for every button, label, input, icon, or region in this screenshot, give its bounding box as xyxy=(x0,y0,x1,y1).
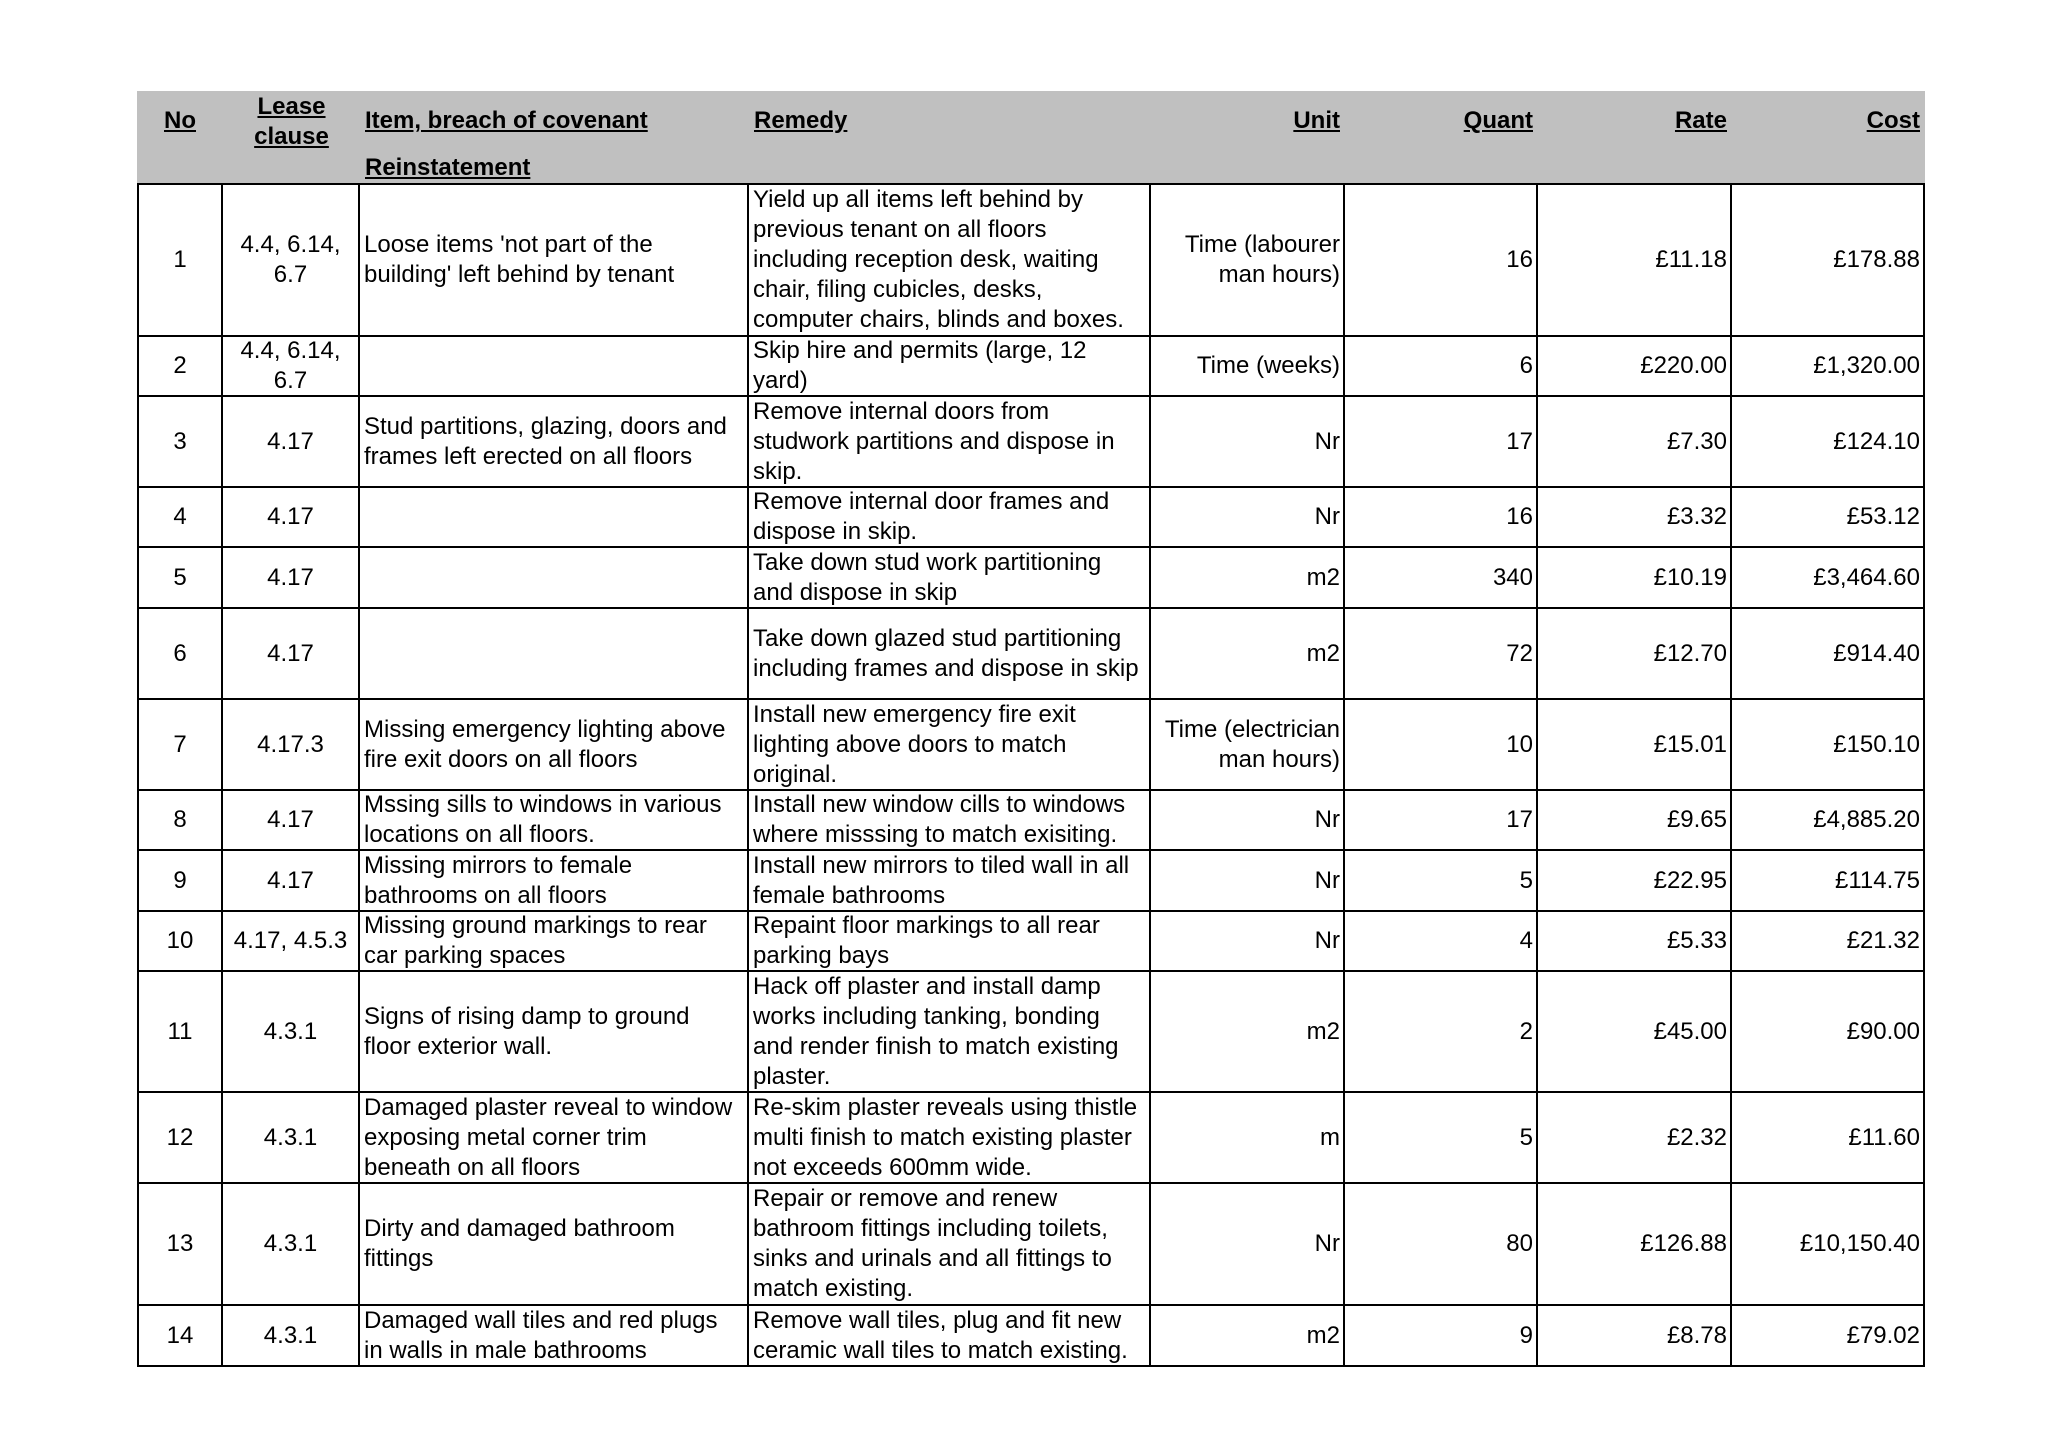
cell-cost: £10,150.40 xyxy=(1732,1184,1925,1306)
cell-cost: £79.02 xyxy=(1732,1306,1925,1367)
cell-rate: £45.00 xyxy=(1538,972,1732,1093)
schedule-table xyxy=(137,183,1925,1367)
cell-item: Stud partitions, glazing, doors and frames left erected on all floors xyxy=(360,397,749,488)
header-remedy: Remedy xyxy=(754,107,848,134)
cell-rate: £3.32 xyxy=(1538,488,1732,548)
header-cell-unit xyxy=(1151,91,1345,183)
cell-cost: £90.00 xyxy=(1732,972,1925,1093)
cell-lease-clause: 4.3.1 xyxy=(223,1306,360,1367)
header-cell-rate xyxy=(1538,91,1732,183)
cell-no: 7 xyxy=(139,700,223,791)
header-rate: Rate xyxy=(1674,107,1727,134)
header-quant: Quant xyxy=(1463,107,1533,134)
header-cell-cost xyxy=(1732,91,1925,183)
cell-cost: £53.12 xyxy=(1732,488,1925,548)
cell-no: 11 xyxy=(139,972,223,1093)
cell-unit: m2 xyxy=(1151,1306,1345,1367)
cell-cost: £114.75 xyxy=(1732,851,1925,912)
cell-item: Damaged plaster reveal to window exposing metal corner trim beneath on all floors xyxy=(360,1093,749,1184)
cell-item xyxy=(360,609,749,700)
cell-cost: £150.10 xyxy=(1732,700,1925,791)
cell-item xyxy=(360,548,749,609)
header-cell-remedy xyxy=(749,91,1151,183)
cell-remedy: Repaint floor markings to all rear parking bays xyxy=(749,912,1151,972)
cell-item: Missing ground markings to rear car parking spaces xyxy=(360,912,749,972)
cell-remedy: Repair or remove and renew bathroom fittings including toilets, sinks and urinals and all fittings to match existing. xyxy=(749,1184,1151,1306)
cell-item xyxy=(360,488,749,548)
cell-quant: 16 xyxy=(1345,185,1538,337)
cell-quant: 10 xyxy=(1345,700,1538,791)
cell-cost: £1,320.00 xyxy=(1732,337,1925,397)
cell-rate: £2.32 xyxy=(1538,1093,1732,1184)
cell-quant: 16 xyxy=(1345,488,1538,548)
cell-rate: £8.78 xyxy=(1538,1306,1732,1367)
cell-no: 12 xyxy=(139,1093,223,1184)
header-cell-no xyxy=(137,91,223,183)
header-cell-item xyxy=(360,91,749,183)
cell-unit: Nr xyxy=(1151,851,1345,912)
cell-cost: £4,885.20 xyxy=(1732,791,1925,851)
header-cost: Cost xyxy=(1866,107,1920,134)
cell-item: Missing emergency lighting above fire exit doors on all floors xyxy=(360,700,749,791)
cell-no: 5 xyxy=(139,548,223,609)
cell-no: 10 xyxy=(139,912,223,972)
cell-quant: 9 xyxy=(1345,1306,1538,1367)
cell-unit: Nr xyxy=(1151,1184,1345,1306)
cell-rate: £12.70 xyxy=(1538,609,1732,700)
cell-item xyxy=(360,337,749,397)
cell-unit: m2 xyxy=(1151,609,1345,700)
cell-unit: Nr xyxy=(1151,488,1345,548)
cell-unit: m2 xyxy=(1151,972,1345,1093)
cell-no: 3 xyxy=(139,397,223,488)
cell-rate: £5.33 xyxy=(1538,912,1732,972)
cell-lease-clause: 4.17, 4.5.3 xyxy=(223,912,360,972)
cell-lease-clause: 4.3.1 xyxy=(223,1184,360,1306)
cell-rate: £9.65 xyxy=(1538,791,1732,851)
header-cell-lease-clause xyxy=(223,91,360,183)
cell-item: Damaged wall tiles and red plugs in walls in male bathrooms xyxy=(360,1306,749,1367)
cell-cost: £178.88 xyxy=(1732,185,1925,337)
cell-remedy: Install new emergency fire exit lighting above doors to match original. xyxy=(749,700,1151,791)
cell-no: 2 xyxy=(139,337,223,397)
cell-quant: 2 xyxy=(1345,972,1538,1093)
cell-quant: 72 xyxy=(1345,609,1538,700)
cell-quant: 340 xyxy=(1345,548,1538,609)
header-subheading: Reinstatement xyxy=(365,154,531,181)
cell-no: 4 xyxy=(139,488,223,548)
cell-unit: Nr xyxy=(1151,397,1345,488)
header-lease-clause: Lease clause xyxy=(254,93,329,150)
cell-lease-clause: 4.17.3 xyxy=(223,700,360,791)
cell-item: Signs of rising damp to ground floor exterior wall. xyxy=(360,972,749,1093)
cell-no: 1 xyxy=(139,185,223,337)
cell-rate: £11.18 xyxy=(1538,185,1732,337)
cell-item: Loose items 'not part of the building' left behind by tenant xyxy=(360,185,749,337)
cell-rate: £15.01 xyxy=(1538,700,1732,791)
cell-lease-clause: 4.17 xyxy=(223,397,360,488)
cell-unit: Time (labourer man hours) xyxy=(1151,185,1345,337)
cell-lease-clause: 4.17 xyxy=(223,609,360,700)
cell-remedy: Yield up all items left behind by previous tenant on all floors including reception desk, waiting chair, filing cubicles, desks, computer chairs, blinds and boxes. xyxy=(749,185,1151,337)
cell-remedy: Remove internal door frames and dispose in skip. xyxy=(749,488,1151,548)
cell-quant: 80 xyxy=(1345,1184,1538,1306)
cell-lease-clause: 4.17 xyxy=(223,791,360,851)
cell-lease-clause: 4.17 xyxy=(223,488,360,548)
cell-cost: £124.10 xyxy=(1732,397,1925,488)
cell-unit: Time (electrician man hours) xyxy=(1151,700,1345,791)
cell-remedy: Re-skim plaster reveals using thistle multi finish to match existing plaster not exceeds 600mm wide. xyxy=(749,1093,1151,1184)
header-item: Item, breach of covenant xyxy=(365,107,648,134)
cell-cost: £11.60 xyxy=(1732,1093,1925,1184)
cell-quant: 17 xyxy=(1345,397,1538,488)
cell-quant: 6 xyxy=(1345,337,1538,397)
cell-remedy: Take down glazed stud partitioning including frames and dispose in skip xyxy=(749,609,1151,700)
cell-quant: 17 xyxy=(1345,791,1538,851)
cell-no: 9 xyxy=(139,851,223,912)
cell-unit: Time (weeks) xyxy=(1151,337,1345,397)
cell-remedy: Take down stud work partitioning and dispose in skip xyxy=(749,548,1151,609)
cell-cost: £3,464.60 xyxy=(1732,548,1925,609)
cell-rate: £7.30 xyxy=(1538,397,1732,488)
cell-cost: £914.40 xyxy=(1732,609,1925,700)
cell-lease-clause: 4.4, 6.14, 6.7 xyxy=(223,337,360,397)
cell-quant: 4 xyxy=(1345,912,1538,972)
cell-item: Missing mirrors to female bathrooms on all floors xyxy=(360,851,749,912)
cell-no: 13 xyxy=(139,1184,223,1306)
cell-remedy: Install new mirrors to tiled wall in all female bathrooms xyxy=(749,851,1151,912)
cell-no: 6 xyxy=(139,609,223,700)
cell-quant: 5 xyxy=(1345,851,1538,912)
header-unit: Unit xyxy=(1293,107,1340,134)
cell-lease-clause: 4.3.1 xyxy=(223,972,360,1093)
cell-rate: £10.19 xyxy=(1538,548,1732,609)
cell-remedy: Remove wall tiles, plug and fit new ceramic wall tiles to match existing. xyxy=(749,1306,1151,1367)
cell-quant: 5 xyxy=(1345,1093,1538,1184)
cell-unit: m2 xyxy=(1151,548,1345,609)
cell-item: Mssing sills to windows in various locations on all floors. xyxy=(360,791,749,851)
cell-lease-clause: 4.17 xyxy=(223,851,360,912)
cell-no: 14 xyxy=(139,1306,223,1367)
cell-remedy: Remove internal doors from studwork partitions and dispose in skip. xyxy=(749,397,1151,488)
table-header xyxy=(137,91,1925,183)
cell-lease-clause: 4.17 xyxy=(223,548,360,609)
cell-cost: £21.32 xyxy=(1732,912,1925,972)
header-cell-quant xyxy=(1345,91,1538,183)
cell-lease-clause: 4.4, 6.14, 6.7 xyxy=(223,185,360,337)
cell-remedy: Skip hire and permits (large, 12 yard) xyxy=(749,337,1151,397)
cell-lease-clause: 4.3.1 xyxy=(223,1093,360,1184)
cell-unit: m xyxy=(1151,1093,1345,1184)
cell-rate: £220.00 xyxy=(1538,337,1732,397)
cell-no: 8 xyxy=(139,791,223,851)
cell-unit: Nr xyxy=(1151,791,1345,851)
cell-rate: £126.88 xyxy=(1538,1184,1732,1306)
header-no: No xyxy=(164,107,196,134)
cell-rate: £22.95 xyxy=(1538,851,1732,912)
cell-remedy: Install new window cills to windows where misssing to match exisiting. xyxy=(749,791,1151,851)
cell-unit: Nr xyxy=(1151,912,1345,972)
cell-remedy: Hack off plaster and install damp works including tanking, bonding and render finish to match existing plaster. xyxy=(749,972,1151,1093)
cell-item: Dirty and damaged bathroom fittings xyxy=(360,1184,749,1306)
